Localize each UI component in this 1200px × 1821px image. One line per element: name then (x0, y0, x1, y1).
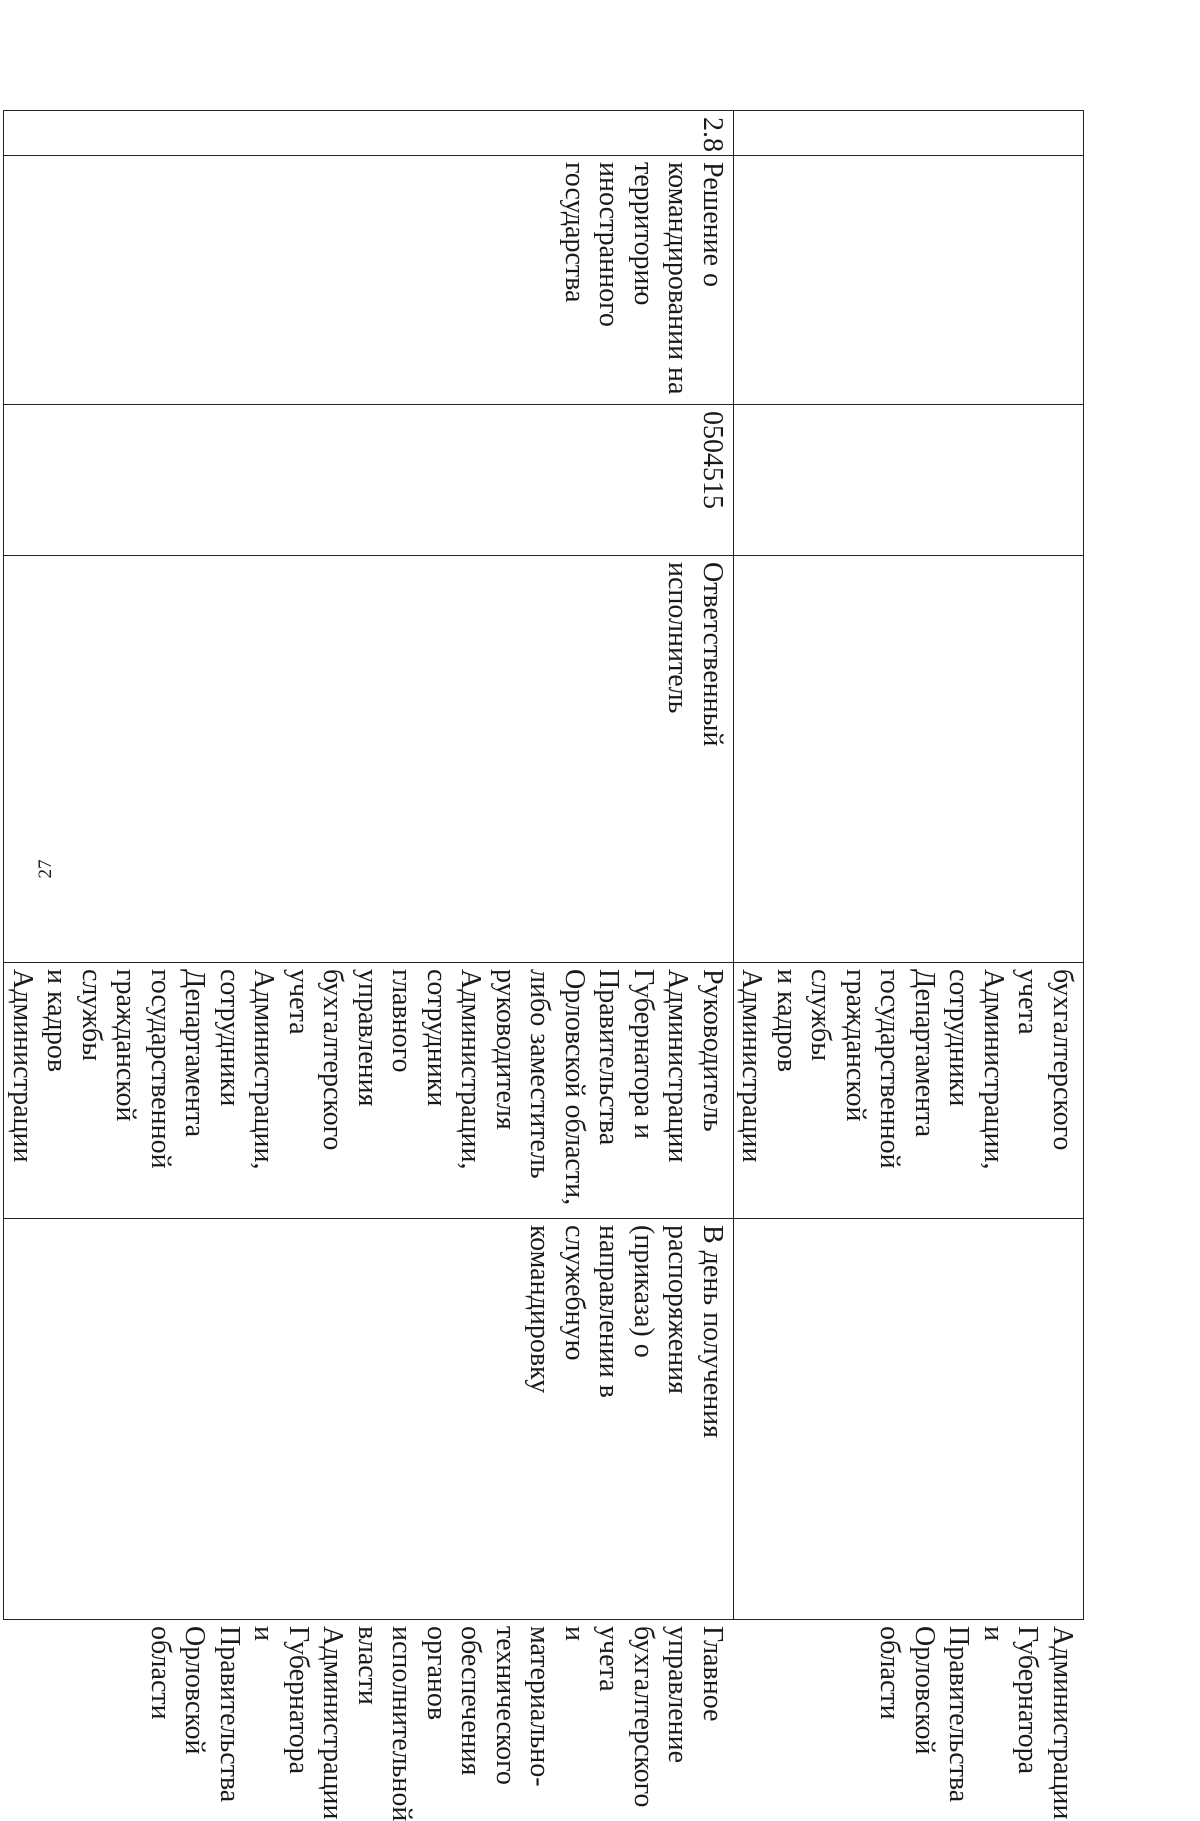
table-cell-role: Ответственный исполнитель (4, 556, 734, 963)
table-row: 2.8 Решение о командировании на территорию иностранного государства 0504515 Ответственный исполнитель Руководитель Администрации Губернатора и Правительства Орловской области, либо заместитель руководителя Администрации, сотрудники главного управления бухгалтерского учета Администрации, сотрудники Департамента государственной гражданской службы и кадров Администрации В день получения распоряжения (приказа) о направлении в служебную командировку Главное управление бухгалтерского учета и материально- технического обеспечения органов исполнительной власти Администрации Губернатора и Правительства Орловской области (4, 111, 734, 1620)
table-cell-deadline: В день получения распоряжения (приказа) о направлении в служебную командировку (4, 1219, 734, 1620)
table-cell-number: 2.8 (4, 111, 734, 156)
table-cell-responsible: бухгалтерского учета Администрации, сотрудники Департамента государственной гражданской службы и кадров Администрации (734, 963, 1084, 1219)
document-table (4, 110, 1085, 1821)
table-cell-number (734, 111, 1084, 156)
table-row: бухгалтерского учета Администрации, сотрудники Департамента государственной гражданской службы и кадров Администрации Администрации Губернатора и Правительства Орловской области (734, 111, 1084, 1620)
page-number: 27 (35, 859, 56, 879)
table-cell-document: Решение о командировании на территорию иностранного государства (4, 156, 734, 405)
table-cell-form-code (734, 405, 1084, 556)
table-cell-role (734, 556, 1084, 963)
table-cell-document (734, 156, 1084, 405)
table-cell-form-code: 0504515 (4, 405, 734, 556)
table-cell-responsible: Руководитель Администрации Губернатора и Правительства Орловской области, либо заместитель руководителя Администрации, сотрудники главного управления бухгалтерского учета Администрации, сотрудники Департамента государственной гражданской службы и кадров Администрации (4, 963, 734, 1219)
table-cell-deadline (734, 1219, 1084, 1620)
